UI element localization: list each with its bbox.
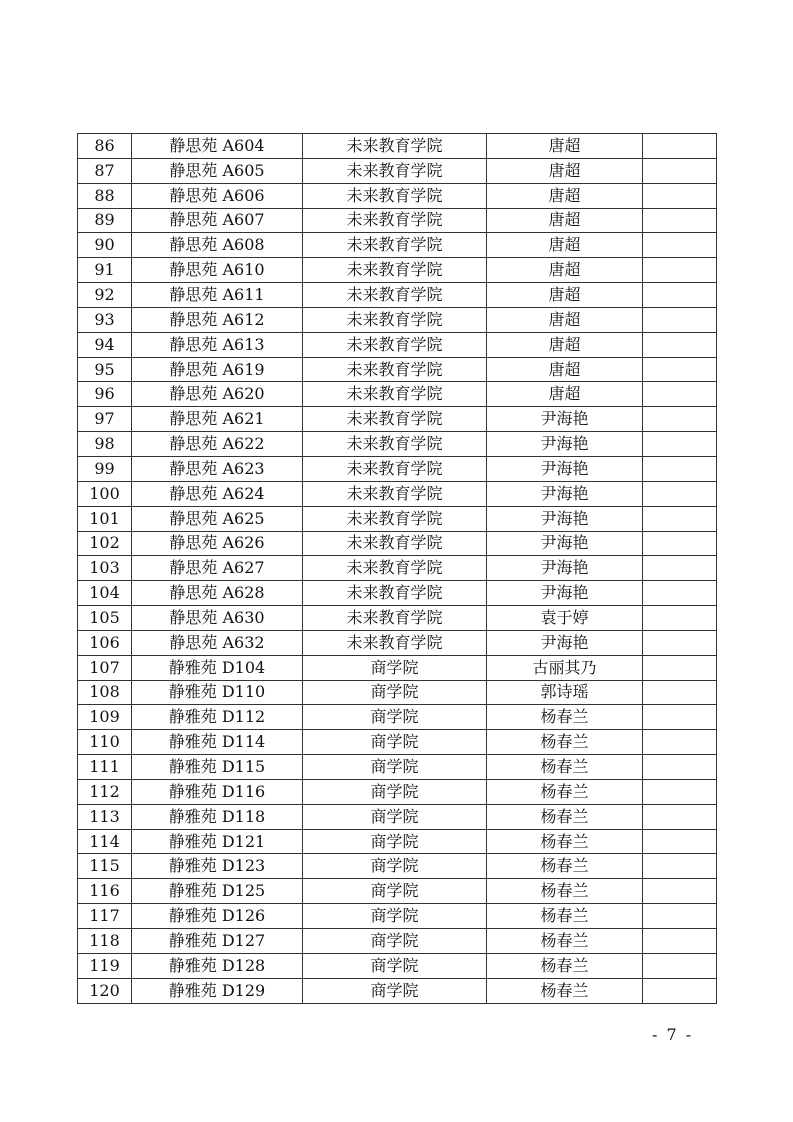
table-row xyxy=(78,233,717,258)
person-cell: 尹海艳 xyxy=(487,556,643,581)
row-number-cell: 116 xyxy=(78,879,132,904)
note-cell xyxy=(643,755,717,780)
table-row xyxy=(78,208,717,233)
note-cell xyxy=(643,531,717,556)
row-number-cell: 119 xyxy=(78,953,132,978)
note-cell xyxy=(643,904,717,929)
note-cell xyxy=(643,307,717,332)
college-cell: 商学院 xyxy=(303,904,487,929)
note-cell xyxy=(643,606,717,631)
person-cell: 古丽其乃 xyxy=(487,655,643,680)
row-number-cell: 112 xyxy=(78,779,132,804)
table-row xyxy=(78,705,717,730)
room-cell: 静思苑 A626 xyxy=(132,531,303,556)
person-cell: 杨春兰 xyxy=(487,953,643,978)
person-cell: 郭诗瑶 xyxy=(487,680,643,705)
college-cell: 未来教育学院 xyxy=(303,183,487,208)
room-cell: 静思苑 A606 xyxy=(132,183,303,208)
note-cell xyxy=(643,978,717,1003)
note-cell xyxy=(643,134,717,159)
room-cell: 静雅苑 D115 xyxy=(132,755,303,780)
row-number-cell: 108 xyxy=(78,680,132,705)
row-number-cell: 90 xyxy=(78,233,132,258)
room-cell: 静雅苑 D125 xyxy=(132,879,303,904)
college-cell: 未来教育学院 xyxy=(303,581,487,606)
table-row xyxy=(78,158,717,183)
person-cell: 尹海艳 xyxy=(487,432,643,457)
person-cell: 唐超 xyxy=(487,233,643,258)
room-cell: 静雅苑 D126 xyxy=(132,904,303,929)
row-number-cell: 93 xyxy=(78,307,132,332)
person-cell: 尹海艳 xyxy=(487,581,643,606)
college-cell: 未来教育学院 xyxy=(303,332,487,357)
row-number-cell: 118 xyxy=(78,929,132,954)
note-cell xyxy=(643,730,717,755)
person-cell: 尹海艳 xyxy=(487,407,643,432)
college-cell: 商学院 xyxy=(303,953,487,978)
row-number-cell: 106 xyxy=(78,630,132,655)
person-cell: 尹海艳 xyxy=(487,481,643,506)
row-number-cell: 120 xyxy=(78,978,132,1003)
room-cell: 静雅苑 D118 xyxy=(132,804,303,829)
room-cell: 静雅苑 D110 xyxy=(132,680,303,705)
row-number-cell: 111 xyxy=(78,755,132,780)
college-cell: 未来教育学院 xyxy=(303,456,487,481)
note-cell xyxy=(643,208,717,233)
room-cell: 静雅苑 D128 xyxy=(132,953,303,978)
person-cell: 杨春兰 xyxy=(487,829,643,854)
row-number-cell: 99 xyxy=(78,456,132,481)
college-cell: 商学院 xyxy=(303,730,487,755)
note-cell xyxy=(643,953,717,978)
note-cell xyxy=(643,879,717,904)
table-row xyxy=(78,804,717,829)
note-cell xyxy=(643,432,717,457)
table-row xyxy=(78,432,717,457)
college-cell: 未来教育学院 xyxy=(303,531,487,556)
person-cell: 尹海艳 xyxy=(487,630,643,655)
note-cell xyxy=(643,854,717,879)
table-row xyxy=(78,630,717,655)
room-cell: 静雅苑 D116 xyxy=(132,779,303,804)
table-row xyxy=(78,556,717,581)
person-cell: 杨春兰 xyxy=(487,705,643,730)
table-row xyxy=(78,481,717,506)
roster-table xyxy=(77,133,717,1004)
row-number-cell: 87 xyxy=(78,158,132,183)
table-row xyxy=(78,357,717,382)
table-row xyxy=(78,407,717,432)
note-cell xyxy=(643,680,717,705)
person-cell: 尹海艳 xyxy=(487,506,643,531)
college-cell: 未来教育学院 xyxy=(303,407,487,432)
college-cell: 商学院 xyxy=(303,779,487,804)
row-number-cell: 114 xyxy=(78,829,132,854)
table-row xyxy=(78,829,717,854)
room-cell: 静思苑 A622 xyxy=(132,432,303,457)
person-cell: 唐超 xyxy=(487,208,643,233)
note-cell xyxy=(643,655,717,680)
person-cell: 杨春兰 xyxy=(487,804,643,829)
college-cell: 未来教育学院 xyxy=(303,481,487,506)
college-cell: 未来教育学院 xyxy=(303,134,487,159)
table-row xyxy=(78,904,717,929)
roster-table-body xyxy=(78,134,717,1004)
row-number-cell: 105 xyxy=(78,606,132,631)
college-cell: 商学院 xyxy=(303,879,487,904)
row-number-cell: 102 xyxy=(78,531,132,556)
room-cell: 静思苑 A621 xyxy=(132,407,303,432)
college-cell: 商学院 xyxy=(303,655,487,680)
college-cell: 未来教育学院 xyxy=(303,556,487,581)
row-number-cell: 86 xyxy=(78,134,132,159)
note-cell xyxy=(643,705,717,730)
row-number-cell: 104 xyxy=(78,581,132,606)
room-cell: 静思苑 A625 xyxy=(132,506,303,531)
note-cell xyxy=(643,779,717,804)
row-number-cell: 113 xyxy=(78,804,132,829)
note-cell xyxy=(643,332,717,357)
table-row xyxy=(78,307,717,332)
table-row xyxy=(78,183,717,208)
table-row xyxy=(78,929,717,954)
room-cell: 静思苑 A620 xyxy=(132,382,303,407)
college-cell: 商学院 xyxy=(303,978,487,1003)
college-cell: 商学院 xyxy=(303,804,487,829)
room-cell: 静思苑 A605 xyxy=(132,158,303,183)
college-cell: 未来教育学院 xyxy=(303,283,487,308)
person-cell: 杨春兰 xyxy=(487,854,643,879)
room-cell: 静思苑 A610 xyxy=(132,258,303,283)
room-cell: 静思苑 A613 xyxy=(132,332,303,357)
table-row xyxy=(78,755,717,780)
person-cell: 杨春兰 xyxy=(487,755,643,780)
person-cell: 唐超 xyxy=(487,357,643,382)
room-cell: 静思苑 A632 xyxy=(132,630,303,655)
row-number-cell: 97 xyxy=(78,407,132,432)
room-cell: 静雅苑 D127 xyxy=(132,929,303,954)
table-row xyxy=(78,779,717,804)
person-cell: 唐超 xyxy=(487,183,643,208)
note-cell xyxy=(643,506,717,531)
room-cell: 静思苑 A604 xyxy=(132,134,303,159)
room-cell: 静雅苑 D104 xyxy=(132,655,303,680)
college-cell: 商学院 xyxy=(303,829,487,854)
row-number-cell: 103 xyxy=(78,556,132,581)
table-row xyxy=(78,531,717,556)
table-row xyxy=(78,606,717,631)
college-cell: 未来教育学院 xyxy=(303,158,487,183)
college-cell: 未来教育学院 xyxy=(303,606,487,631)
note-cell xyxy=(643,804,717,829)
note-cell xyxy=(643,357,717,382)
row-number-cell: 117 xyxy=(78,904,132,929)
college-cell: 商学院 xyxy=(303,854,487,879)
college-cell: 未来教育学院 xyxy=(303,208,487,233)
person-cell: 杨春兰 xyxy=(487,929,643,954)
row-number-cell: 94 xyxy=(78,332,132,357)
table-row xyxy=(78,332,717,357)
table-row xyxy=(78,456,717,481)
room-cell: 静思苑 A607 xyxy=(132,208,303,233)
person-cell: 唐超 xyxy=(487,332,643,357)
note-cell xyxy=(643,183,717,208)
person-cell: 杨春兰 xyxy=(487,904,643,929)
note-cell xyxy=(643,407,717,432)
college-cell: 商学院 xyxy=(303,680,487,705)
room-cell: 静思苑 A624 xyxy=(132,481,303,506)
college-cell: 未来教育学院 xyxy=(303,506,487,531)
person-cell: 唐超 xyxy=(487,382,643,407)
college-cell: 未来教育学院 xyxy=(303,382,487,407)
row-number-cell: 96 xyxy=(78,382,132,407)
room-cell: 静雅苑 D112 xyxy=(132,705,303,730)
room-cell: 静思苑 A627 xyxy=(132,556,303,581)
room-cell: 静雅苑 D129 xyxy=(132,978,303,1003)
note-cell xyxy=(643,258,717,283)
note-cell xyxy=(643,283,717,308)
note-cell xyxy=(643,829,717,854)
table-row xyxy=(78,134,717,159)
college-cell: 商学院 xyxy=(303,755,487,780)
table-row xyxy=(78,283,717,308)
row-number-cell: 101 xyxy=(78,506,132,531)
page-number: - 7 - xyxy=(652,1025,694,1044)
table-row xyxy=(78,854,717,879)
person-cell: 杨春兰 xyxy=(487,879,643,904)
college-cell: 未来教育学院 xyxy=(303,258,487,283)
person-cell: 杨春兰 xyxy=(487,779,643,804)
person-cell: 袁于婷 xyxy=(487,606,643,631)
person-cell: 杨春兰 xyxy=(487,730,643,755)
table-row xyxy=(78,680,717,705)
note-cell xyxy=(643,233,717,258)
person-cell: 唐超 xyxy=(487,158,643,183)
note-cell xyxy=(643,158,717,183)
room-cell: 静思苑 A612 xyxy=(132,307,303,332)
note-cell xyxy=(643,929,717,954)
person-cell: 唐超 xyxy=(487,307,643,332)
row-number-cell: 98 xyxy=(78,432,132,457)
room-cell: 静思苑 A623 xyxy=(132,456,303,481)
college-cell: 未来教育学院 xyxy=(303,630,487,655)
row-number-cell: 89 xyxy=(78,208,132,233)
row-number-cell: 92 xyxy=(78,283,132,308)
college-cell: 未来教育学院 xyxy=(303,432,487,457)
table-row xyxy=(78,506,717,531)
college-cell: 商学院 xyxy=(303,929,487,954)
note-cell xyxy=(643,481,717,506)
college-cell: 未来教育学院 xyxy=(303,233,487,258)
row-number-cell: 115 xyxy=(78,854,132,879)
person-cell: 唐超 xyxy=(487,258,643,283)
college-cell: 商学院 xyxy=(303,705,487,730)
person-cell: 杨春兰 xyxy=(487,978,643,1003)
row-number-cell: 107 xyxy=(78,655,132,680)
row-number-cell: 100 xyxy=(78,481,132,506)
table-row xyxy=(78,978,717,1003)
row-number-cell: 95 xyxy=(78,357,132,382)
row-number-cell: 88 xyxy=(78,183,132,208)
person-cell: 尹海艳 xyxy=(487,531,643,556)
table-row xyxy=(78,581,717,606)
room-cell: 静雅苑 D121 xyxy=(132,829,303,854)
note-cell xyxy=(643,630,717,655)
row-number-cell: 91 xyxy=(78,258,132,283)
room-cell: 静雅苑 D123 xyxy=(132,854,303,879)
row-number-cell: 110 xyxy=(78,730,132,755)
room-cell: 静思苑 A630 xyxy=(132,606,303,631)
room-cell: 静思苑 A608 xyxy=(132,233,303,258)
note-cell xyxy=(643,382,717,407)
table-row xyxy=(78,879,717,904)
person-cell: 唐超 xyxy=(487,283,643,308)
person-cell: 唐超 xyxy=(487,134,643,159)
table-row xyxy=(78,953,717,978)
table-row xyxy=(78,730,717,755)
table-row xyxy=(78,258,717,283)
college-cell: 未来教育学院 xyxy=(303,357,487,382)
room-cell: 静思苑 A611 xyxy=(132,283,303,308)
table-row xyxy=(78,382,717,407)
room-cell: 静思苑 A619 xyxy=(132,357,303,382)
table-row xyxy=(78,655,717,680)
person-cell: 尹海艳 xyxy=(487,456,643,481)
college-cell: 未来教育学院 xyxy=(303,307,487,332)
note-cell xyxy=(643,556,717,581)
note-cell xyxy=(643,456,717,481)
row-number-cell: 109 xyxy=(78,705,132,730)
room-cell: 静思苑 A628 xyxy=(132,581,303,606)
room-cell: 静雅苑 D114 xyxy=(132,730,303,755)
note-cell xyxy=(643,581,717,606)
